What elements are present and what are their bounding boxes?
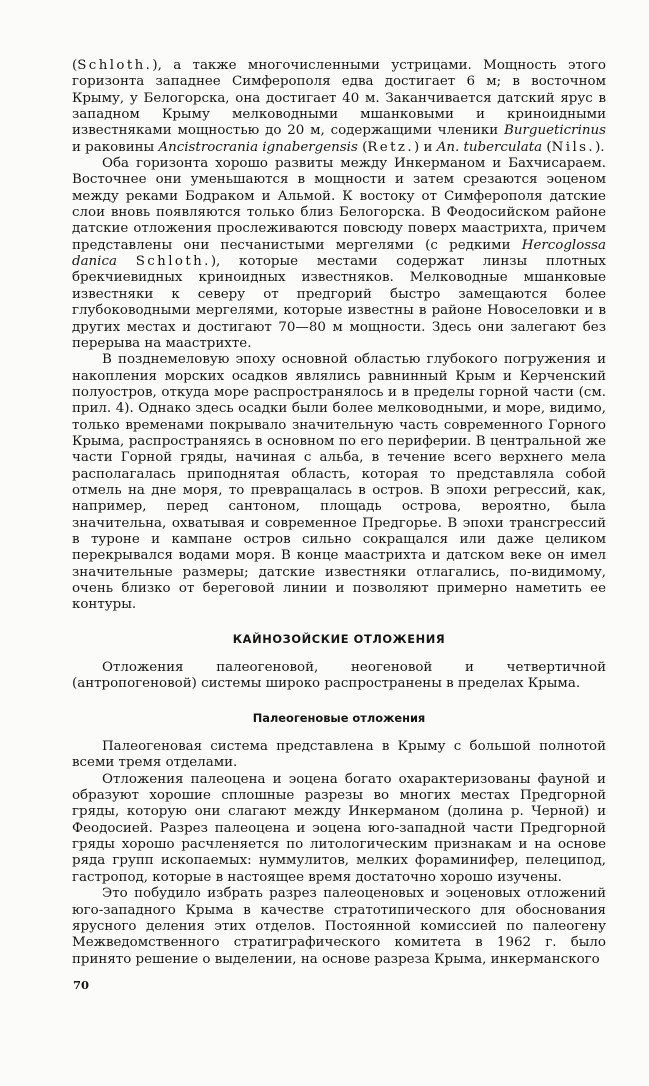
- text-run: (: [357, 139, 368, 155]
- taxon-name: Burgueticrinus: [504, 123, 606, 139]
- author-name: Schloth.: [135, 254, 211, 270]
- text-run: ) и: [414, 139, 437, 155]
- taxon-name: Hercoglossa danica: [72, 237, 606, 270]
- section-heading-paleogene: Палеогеновые отложения: [252, 710, 426, 725]
- taxon-name: Ancistrocrania ignabergensis: [158, 139, 358, 155]
- text-run: Оба горизонта хорошо развиты между Инкерманом и Бахчисараем. Восточнее они уменьшаются в мощности и затем срезаются эоценом между реками Бодраком и Альмой. К востоку от Симферополя датские слои вновь появляются только близ Белогорска. В Феодосийском районе датские отложения прослеживаются повсюду поверх маастрихта, причем представлены они песчанистыми мергелями (с редкими: [72, 156, 606, 253]
- text-run: и раковины: [72, 139, 159, 155]
- text-run: В позднемеловую эпоху основной областью глубокого погружения и накопления морских осадков являлись равнинный Крым и Керченский полуостров, откуда море распространялось и в пределы горной части (см. прил. 4). Однако здесь осадки были более мелководными, и море, видимо, только временами покрывало значительную часть современного Горного Крыма, распространяясь в основном по его периферии. В центральной же части Горной гряды, начиная с альба, в течение всего верхнего мела располагалась приподнятая область, которая то представляла собой отмель на дне моря, то превращалась в остров. В эпохи регрессий, как, например, перед сантоном, площадь острова, вероятно, была значительна, охватывая и современное Предгорье. В эпохи трансгрессий в туроне и кампане остров сильно сокращался или даже целиком перекрывался водами моря. В конце маастрихта и датском веке он имел значительные размеры; датские известняки отлагались, по-видимому, очень близко от береговой линии и позволяют примерно наметить ее контуры.: [72, 352, 606, 613]
- paragraph-paleocene-eocene: Отложения палеоцена и эоцена богато охарактеризованы фауной и образуют хорошие сплошные разрезы во многих местах Предгорной гряды, которую они слагают между Инкерманом (долина р. Черной) и Феодосией. Разрез палеоцена и эоцена юго-западной части Предгорной гряды хорошо расчленяется по литологическим признакам и на основе ряда групп ископаемых: нуммулитов, мелких фораминифер, пелеципод, гастропод, которые в настоящее время достаточно хорошо изучены.: [72, 771, 606, 885]
- author-name: Schloth.: [77, 58, 153, 73]
- text-run: ), которые местами содержат линзы плотных брекчиевидных криноидных известняков. Мелководные мшанковые известняки к северу от предгорий быстро замещаются более глубоководными мергелями, которые известны в районе Новоселовки и в других местах и достигают 70—80 м мощности. Здесь они залегают без перерыва на маастрихте.: [72, 254, 606, 351]
- text-run: (: [542, 139, 552, 155]
- section-heading-cenozoic: КАЙНОЗОЙСКИЕ ОТЛОЖЕНИЯ: [232, 631, 446, 646]
- body-text: [72, 58, 606, 968]
- taxon-name: An. tuberculata: [436, 139, 543, 155]
- paragraph-paleogene-intro: Палеогеновая система представлена в Крыму с большой полнотой всеми тремя отделами.: [72, 739, 606, 771]
- text-run: [117, 254, 136, 269]
- text-run: (: [72, 58, 78, 73]
- paragraph-stratotype: Это побудило избрать разрез палеоценовых и эоценовых отложений юго-западного Крыма в качестве стратотипического для обоснования ярусного деления этих отделов. Постоянной комиссией по палеогену Межведомственного стратиграфического комитета в 1962 г. было принято решение о выделении, на основе разреза Крыма, инкерманского: [72, 886, 606, 967]
- paragraph-cenozoic-intro: Отложения палеогеновой, неогеновой и четвертичной (антропогеновой) системы широко распространены в пределах Крыма.: [72, 660, 606, 692]
- author-name: Nils.: [551, 139, 596, 155]
- paragraph-horizons-distribution: [72, 156, 606, 352]
- page-number: 70: [73, 978, 90, 992]
- paragraph-late-cretaceous-epoch: [72, 352, 606, 614]
- author-name: Retz.: [367, 139, 415, 155]
- paragraph-danian-fauna: [72, 58, 606, 156]
- text-run: ).: [595, 139, 605, 155]
- text-run: ), а также многочисленными устрицами. Мощность этого горизонта западнее Симферополя едва достигает 6 м; в восточном Крыму, у Белогорска, она достигает 40 м. Заканчивается датский ярус в западном Крыму мелководными мшанковыми и криноидными известняками мощностью до 20 м, содержащими членики: [72, 58, 606, 139]
